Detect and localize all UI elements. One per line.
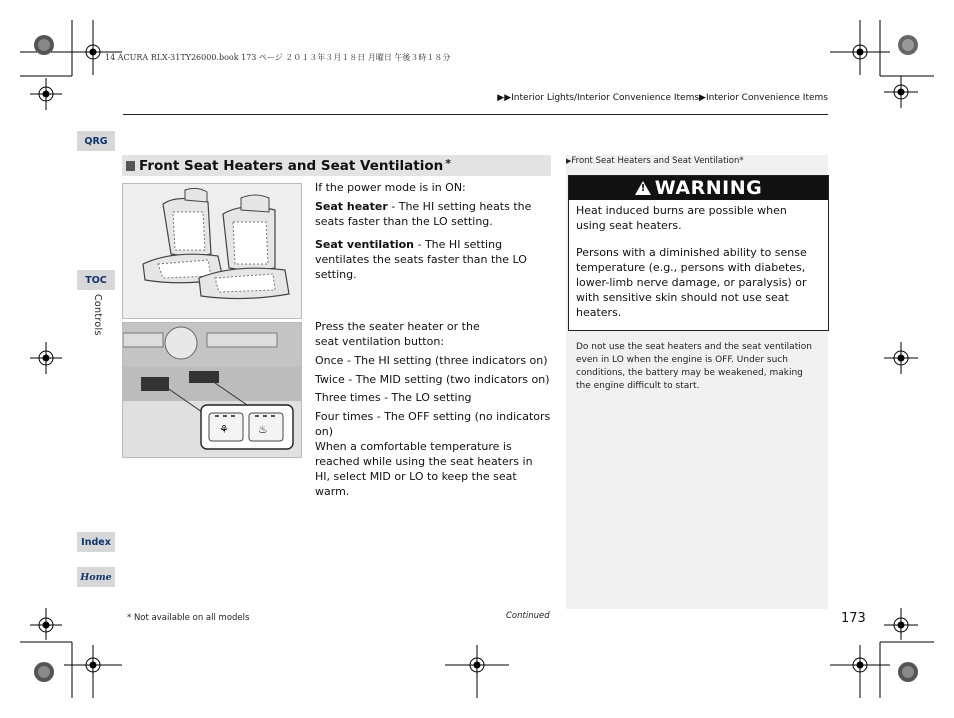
breadcrumb-arrows: ▶▶	[497, 93, 512, 103]
notes-heading-arrow: ▶	[566, 157, 572, 165]
press-step: Once - The HI setting (three indicators on)	[315, 354, 548, 367]
console-drawing-icon	[123, 323, 301, 457]
warning-box	[568, 175, 829, 331]
index-tab[interactable]: Index	[77, 532, 115, 552]
seats-illustration	[122, 183, 302, 319]
seat-heater-desc: - The HI setting heats the seats faster than the LO setting.	[315, 200, 532, 228]
section-heading	[122, 155, 551, 176]
page-number: 173	[841, 611, 866, 626]
seat-ventilation-label: Seat ventilation	[315, 238, 414, 251]
header-rule	[123, 114, 828, 115]
warning-paragraph-1: Heat induced burns are possible when using seat heaters.	[576, 204, 787, 232]
press-step: Four times - The OFF setting (no indicators on)	[315, 409, 551, 438]
battery-note: Do not use the seat heaters and the seat ventilation even in LO when the engine is OFF. Under such conditions, the battery may be weakened, making the engine difficult to start.	[576, 342, 812, 391]
section-title-star: *	[445, 157, 452, 170]
section-title: Front Seat Heaters and Seat Ventilation	[139, 157, 444, 174]
breadcrumb-link-convenience-items[interactable]: Interior Convenience Items	[705, 93, 828, 103]
seat-drawing-icon	[123, 184, 301, 318]
warning-paragraph-2: Persons with a diminished ability to sense temperature (e.g., persons with diabetes, lower-limb nerve damage, or paralysis) or with sensitive skin should not use seat heaters.	[576, 246, 807, 319]
breadcrumb-separator: ▶	[699, 93, 706, 103]
comfort-text: When a comfortable temperature is reached while using the seat heaters in HI, select MID or LO to keep the seat warm.	[315, 440, 533, 498]
seat-heater-paragraph	[315, 199, 551, 229]
section-tab-controls: Controls	[92, 294, 103, 336]
notes-heading	[566, 156, 744, 166]
press-text: Press the seater heater or the seat ventilation button:	[315, 320, 480, 348]
qrg-tab[interactable]: QRG	[77, 131, 115, 151]
svg-text:♨: ♨	[258, 423, 268, 436]
heading-square-icon	[126, 161, 135, 171]
toc-tab[interactable]: TOC	[77, 270, 115, 290]
home-button[interactable]: Home	[77, 567, 115, 587]
seat-ventilation-paragraph	[315, 237, 551, 282]
console-illustration	[122, 322, 302, 458]
continued-label: Continued	[506, 611, 550, 621]
breadcrumb	[497, 93, 828, 103]
svg-text:⚘: ⚘	[219, 423, 229, 436]
print-header: 14 ACURA RLX-31TY26000.book 173 ページ ２０１３年３月１８日 月曜日 午後３時１８分	[105, 53, 451, 62]
press-step: Three times - The LO setting	[315, 391, 472, 404]
press-steps-list	[315, 353, 555, 438]
intro-text: If the power mode is in ON:	[315, 181, 466, 194]
breadcrumb-link-interior-lights[interactable]: Interior Lights/Interior Convenience Items	[511, 93, 700, 103]
footnote: * Not available on all models	[127, 613, 250, 623]
press-step: Twice - The MID setting (two indicators on)	[315, 372, 550, 386]
warning-header	[569, 176, 828, 200]
warning-triangle-icon: !	[635, 181, 651, 195]
seat-heater-label: Seat heater	[315, 200, 388, 213]
notes-heading-star: *	[739, 156, 744, 166]
seat-ventilation-desc: - The HI setting ventilates the seats faster than the LO setting.	[315, 238, 527, 281]
notes-heading-title: Front Seat Heaters and Seat Ventilation	[571, 156, 740, 166]
warning-label: WARNING	[654, 177, 763, 199]
